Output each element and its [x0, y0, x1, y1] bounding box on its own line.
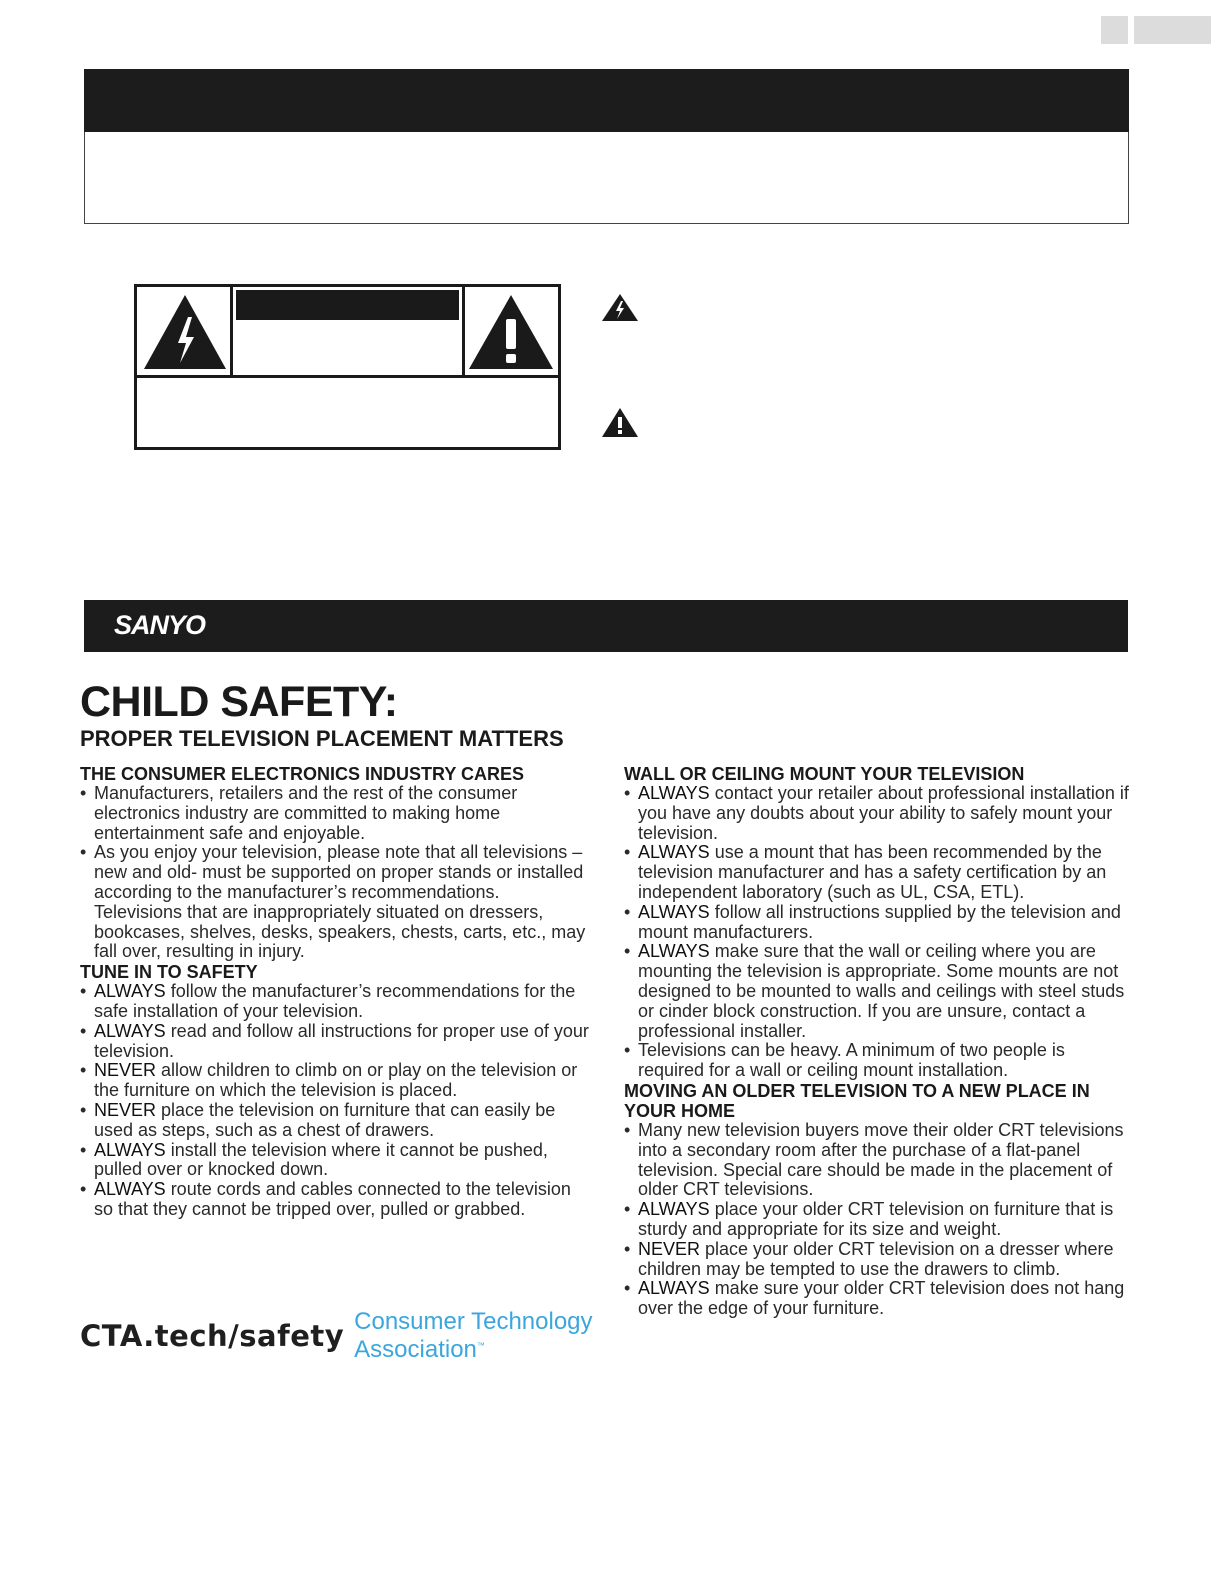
keyword: NEVER — [638, 1238, 701, 1259]
cta-safety-url[interactable]: CTA.tech/safety — [80, 1319, 345, 1353]
item-text: follow the manufacturer’s recommendations for the safe installation of your television. — [94, 981, 576, 1021]
bullet-list — [80, 982, 590, 1220]
list-item — [80, 1022, 590, 1062]
cta-org-line1: Consumer Technology — [354, 1308, 593, 1335]
caution-right-cell — [465, 287, 558, 375]
section-heading: THE CONSUMER ELECTRONICS INDUSTRY CARES — [80, 764, 525, 784]
warning-header-box — [84, 132, 1129, 224]
item-text: place the television on furniture that can easily be used as steps, such as a chest of drawers. — [94, 1099, 556, 1140]
page-title: CHILD SAFETY: — [80, 678, 398, 726]
keyword: ALWAYS — [638, 783, 710, 803]
item-text: place your older CRT television on a dresser where children may be tempted to use the drawers to climb. — [638, 1238, 1114, 1279]
list-item — [80, 784, 590, 843]
keyword: ALWAYS — [94, 981, 166, 1002]
bullet-list — [80, 784, 590, 962]
exclamation-symbol-icon — [600, 406, 640, 438]
list-item — [624, 1121, 1134, 1200]
exclamation-warning-icon — [465, 287, 557, 373]
keyword: ALWAYS — [638, 1199, 710, 1220]
list-item — [624, 784, 1134, 843]
keyword: ALWAYS — [638, 941, 710, 962]
trademark-mark: ™ — [476, 1341, 485, 1350]
page-tabs — [1101, 16, 1211, 44]
left-column — [80, 764, 590, 1220]
list-item — [624, 843, 1134, 902]
list-item — [80, 843, 590, 962]
keyword: ALWAYS — [638, 1278, 710, 1299]
item-text: route cords and cables connected to the television so that they cannot be tripped over, pulled or grabbed. — [94, 1179, 571, 1219]
right-column — [624, 764, 1134, 1319]
list-item — [80, 1141, 590, 1181]
item-text: contact your retailer about professional installation if you have any doubts about your ability to safely mount your television. — [638, 783, 1129, 843]
list-item — [624, 942, 1134, 1041]
item-text: As you enjoy your television, please note that all televisions – new and old- must be supported on proper stands or installed according to the manufacturer’s recommendations. Televisions that are inappropriately situated on dressers, bookcases, shelves, desks, speakers, chests, carts, etc., may fall over, resulting in injury. — [94, 842, 586, 962]
keyword: ALWAYS — [638, 901, 710, 922]
list-item — [624, 1041, 1134, 1081]
cta-org-logo — [354, 1310, 592, 1362]
caution-mid-cell — [233, 287, 465, 375]
page-tab-wide — [1134, 16, 1211, 44]
keyword: ALWAYS — [94, 1020, 166, 1041]
page-tab-small — [1101, 16, 1128, 44]
list-item — [624, 1200, 1134, 1240]
list-item — [80, 1061, 590, 1101]
item-text: make sure your older CRT television does not hang over the edge of your furniture. — [638, 1278, 1125, 1319]
warning-header-bar — [84, 69, 1129, 133]
list-item — [80, 982, 590, 1022]
item-text: Televisions can be heavy. A minimum of two people is required for a wall or ceiling mount installation. — [638, 1040, 1065, 1081]
item-text: place your older CRT television on furniture that is sturdy and appropriate for its size and weight. — [638, 1199, 1114, 1239]
lightning-symbol-icon — [600, 292, 640, 322]
item-text: follow all instructions supplied by the television and mount manufacturers. — [638, 901, 1121, 942]
caution-title-bar — [236, 290, 459, 320]
keyword: NEVER — [94, 1060, 157, 1081]
sanyo-header-bar — [84, 600, 1128, 652]
bullet-list — [624, 1121, 1134, 1319]
page-subtitle: PROPER TELEVISION PLACEMENT MATTERS — [80, 726, 564, 751]
item-text: Many new television buyers move their older CRT televisions into a secondary room after the purchase of a flat-panel television. Special care should be made in the placement of older CRT televisions. — [638, 1119, 1124, 1200]
caution-bottom-row — [137, 375, 558, 447]
cta-org-line2-wrap — [354, 1334, 592, 1362]
keyword: ALWAYS — [94, 1139, 166, 1160]
list-item — [624, 1279, 1134, 1319]
item-text: install the television where it cannot be pushed, pulled over or knocked down. — [94, 1139, 548, 1180]
bullet-list — [624, 784, 1134, 1081]
sanyo-logo: SANYO — [114, 610, 206, 640]
list-item — [624, 903, 1134, 943]
item-text: allow children to climb on or play on the television or the furniture on which the television is placed. — [94, 1060, 578, 1101]
cta-org-line2: Association — [354, 1336, 477, 1363]
item-text: make sure that the wall or ceiling where you are mounting the television is appropriate. Some mounts are not designed to be mounted to walls and ceilings with steel studs or cinder block construction. If you are unsure, contact a professional installer. — [638, 941, 1125, 1041]
caution-label-box — [134, 284, 561, 450]
list-item — [80, 1180, 590, 1220]
list-item — [80, 1101, 590, 1141]
caution-left-cell — [137, 287, 233, 375]
section-heading: WALL OR CEILING MOUNT YOUR TELEVISION — [624, 764, 1025, 784]
electric-shock-warning-icon — [140, 287, 230, 373]
item-text: read and follow all instructions for proper use of your television. — [94, 1020, 589, 1061]
section-heading: TUNE IN TO SAFETY — [80, 962, 258, 983]
keyword: ALWAYS — [638, 842, 710, 863]
keyword: ALWAYS — [94, 1179, 166, 1200]
list-item — [624, 1240, 1134, 1280]
item-text: Manufacturers, retailers and the rest of the consumer electronics industry are committed to making home entertainment safe and enjoyable. — [94, 783, 518, 843]
keyword: NEVER — [94, 1099, 157, 1120]
cta-footer — [80, 1310, 593, 1362]
section-heading: MOVING AN OLDER TELEVISION TO A NEW PLACE IN YOUR HOME — [624, 1080, 1090, 1121]
item-text: use a mount that has been recommended by the television manufacturer and has a safety certification by an independent laboratory (such as UL, CSA, ETL). — [638, 842, 1107, 902]
